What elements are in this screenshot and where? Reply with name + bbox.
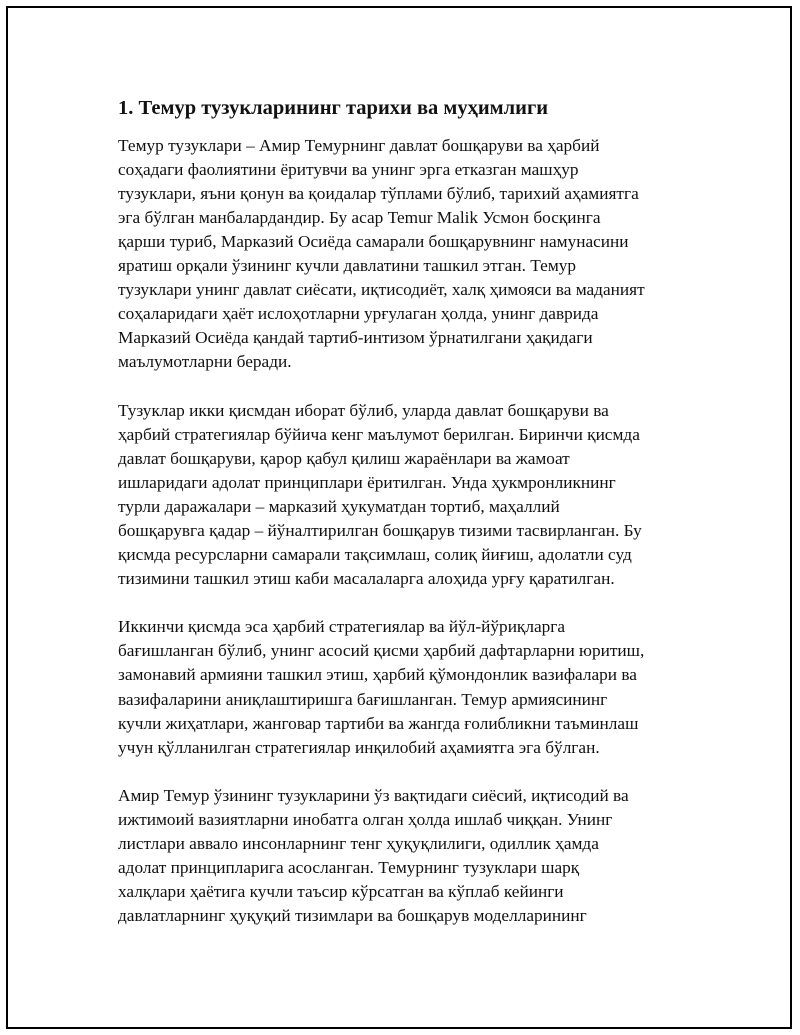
text-line: Иккинчи қисмда эса ҳарбий стратегиялар ва йўл-йўриқларга: [118, 617, 566, 637]
text-line: Темур тузуклари – Амир Темурнинг давлат бошқаруви ва ҳарбий: [118, 135, 600, 155]
text-line: ҳарбий стратегиялар бўйича кенг маълумот берилган. Биринчи қисмда: [118, 424, 640, 444]
text-line: тузуклари, яъни қонун ва қоидалар тўплами бўлиб, тарихий аҳамиятга: [118, 183, 639, 203]
text-line: давлатларнинг ҳуқуқий тизимлари ва бошқарув моделларининг: [118, 906, 587, 926]
text-line: замонавий армияни ташкил этиш, ҳарбий қўмондонлик вазифалари ва: [118, 665, 637, 685]
paragraph-1: [118, 134, 700, 375]
text-line: кучли жиҳатлари, жанговар тартиби ва жангда ғолибликни таъминлаш: [118, 713, 639, 733]
text-line: турли даражалари – марказий ҳукуматдан тортиб, маҳаллий: [118, 496, 560, 516]
text-line: листлари аввало инсонларнинг тенг ҳуқуқлилиги, одиллик ҳамда: [118, 834, 599, 854]
text-line: маълумотларни беради.: [118, 352, 292, 372]
text-line: ишларидаги адолат принциплари ёритилган. Унда ҳукмронликнинг: [118, 472, 616, 492]
text-line: Марказий Осиёда қандай тартиб-интизом ўрнатилгани ҳақидаги: [118, 328, 593, 348]
document-body: [118, 86, 700, 952]
paragraph-2: [118, 399, 700, 592]
text-line: Тузуклар икки қисмдан иборат бўлиб, уларда давлат бошқаруви ва: [118, 400, 609, 420]
text-line: соҳадаги фаолиятини ёритувчи ва унинг эрга етказган машҳур: [118, 159, 579, 179]
text-line: вазифаларини аниқлаштиришга бағишланган. Темур армиясининг: [118, 689, 608, 709]
text-line: яратиш орқали ўзининг кучли давлатини ташкил этган. Темур: [118, 256, 577, 276]
text-line: бағишланган бўлиб, унинг асосий қисми ҳарбий дафтарларни юритиш,: [118, 641, 645, 661]
paragraph-4: [118, 784, 700, 929]
text-line: халқлари ҳаётига кучли таъсир кўрсатган ва кўплаб кейинги: [118, 882, 564, 902]
text-line: қарши туриб, Марказий Осиёда самарали бошқарувнинг намунасини: [118, 231, 629, 251]
text-line: қисмда ресурсларни самарали тақсимлаш, солиқ йиғиш, адолатли суд: [118, 545, 632, 565]
text-line: бошқарувга қадар – йўналтирилган бошқарув тизими тасвирланган. Бу: [118, 521, 642, 540]
paragraph-3: [118, 615, 700, 760]
text-line: тизимини ташкил этиш каби масалаларга алоҳида урғу қаратилган.: [118, 569, 615, 589]
section-heading: 1. Темур тузукларининг тарихи ва муҳимлиги: [118, 97, 549, 119]
text-line: эга бўлган манбалардандир. Бу асар Temur Malik Усмон босқинга: [118, 207, 601, 227]
text-line: Амир Темур ўзининг тузукларини ўз вақтидаги сиёсий, иқтисодий ва: [118, 785, 629, 805]
text-line: давлат бошқаруви, қарор қабул қилиш жараёнлари ва жамоат: [118, 448, 570, 468]
text-line: адолат принципларига асосланган. Темурнинг тузуклари шарқ: [118, 858, 580, 878]
text-line: ижтимоий вазиятларни инобатга олган ҳолда ишлаб чиққан. Унинг: [118, 809, 613, 829]
text-line: соҳаларидаги ҳаёт ислоҳотларни урғулаган ҳолда, унинг даврида: [118, 304, 599, 324]
text-line: учун қўлланилган стратегиялар инқилобий аҳамиятга эга бўлган.: [118, 737, 600, 757]
text-line: тузуклари унинг давлат сиёсати, иқтисодиёт, халқ ҳимояси ва маданият: [118, 280, 645, 300]
